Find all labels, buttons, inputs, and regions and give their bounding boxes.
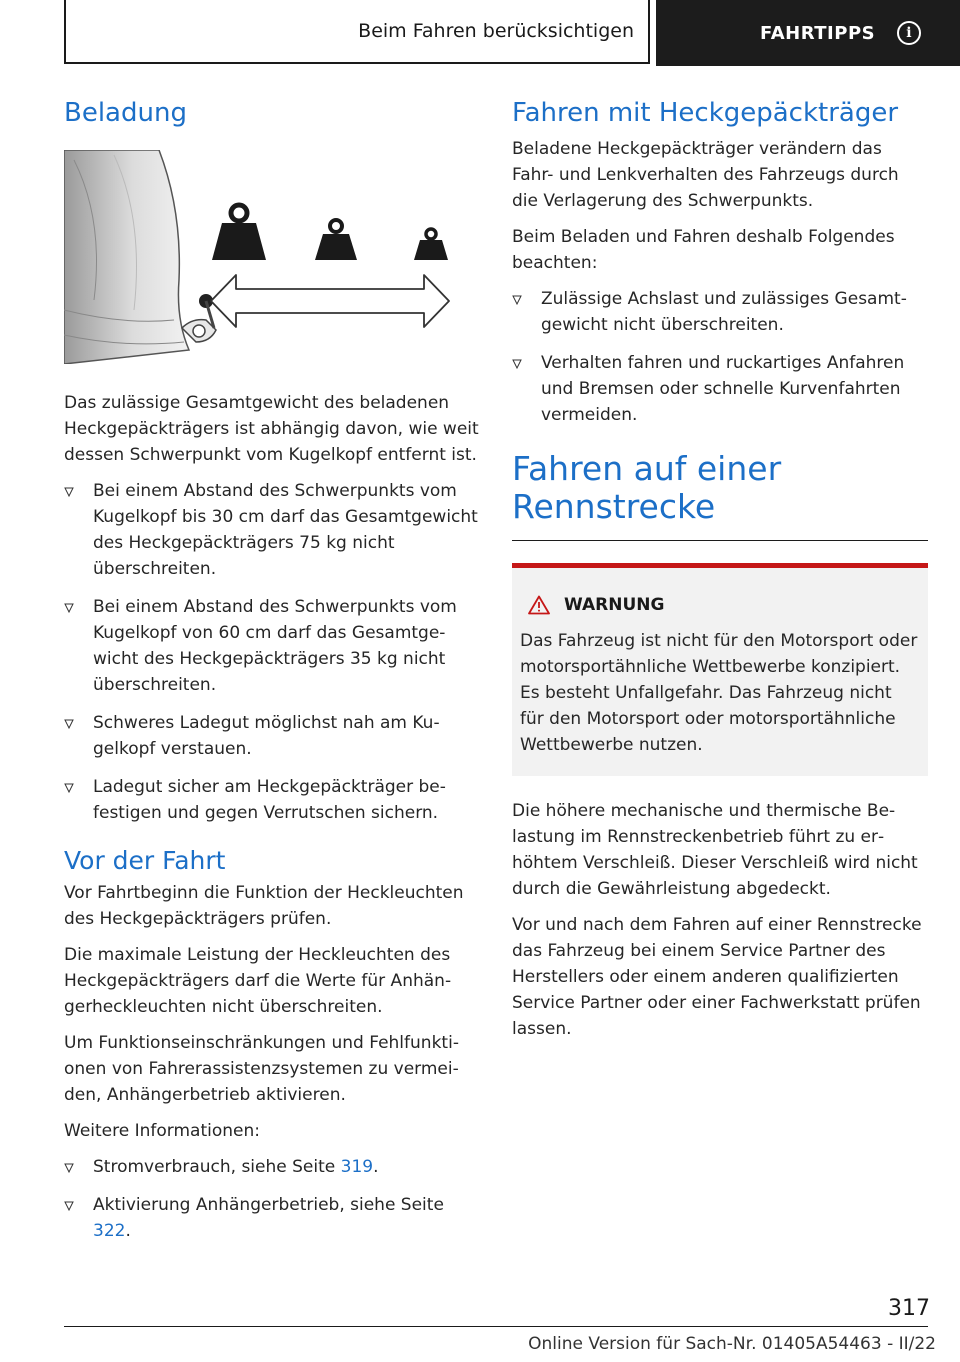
list-item-text: Bei einem Abstand des Schwerpunkts vom Kugelkopf bis 30 cm darf das Gesamtgewicht des Heckgepäckträgers 75 kg nicht überschreiten. [93,481,478,579]
bullet-triangle-icon [512,359,522,369]
reference-list [64,1154,480,1244]
paragraph: Beladene Heckgepäckträger verändern das Fahr- und Lenkverhalten des Fahrzeugs durch die Verlagerung des Schwerpunkts. [512,139,899,211]
list-item-text: Stromverbrauch, siehe Seite [93,1157,341,1177]
page-link-319[interactable]: 319 [340,1157,374,1177]
paragraph: Beim Beladen und Fahren deshalb Folgendes beachten: [512,227,895,273]
bullet-triangle-icon [64,719,74,729]
beladung-intro: Das zulässige Gesamtgewicht des beladenen Heckgepäckträgers ist abhängig davon, wie weit dessen Schwerpunkt vom Kugelkopf entfernt ist. [64,393,479,465]
heckgepaecktraeger-bullet-list [512,286,928,428]
paragraph: Die höhere mechanische und thermische Belastung im Rennstreckenbetrieb führt zu erhöhtem Verschleiß. Dieser Verschleiß wird nicht durch die Gewährleistung abgedeckt. [512,801,918,899]
footer-divider [64,1326,928,1327]
bullet-triangle-icon [64,487,74,497]
section-title-vor-der-fahrt: Vor der Fahrt [64,846,226,875]
paragraph: Weitere Informationen: [64,1121,260,1141]
page-number: 317 [888,1296,930,1321]
beladung-bullet-list [64,478,480,826]
bullet-triangle-icon [64,603,74,613]
list-item [64,478,480,582]
paragraph: Die maximale Leistung der Heckleuchten des Heckgepäckträgers darf die Werte für Anhängerheckleuchten nicht überschreiten. [64,945,452,1017]
list-item-text: Schweres Ladegut möglichst nah am Kugelkopf verstauen. [93,713,440,759]
bullet-triangle-icon [64,1201,74,1211]
header-section-title: Beim Fahren berücksichtigen [358,20,634,42]
list-item [64,1192,480,1244]
right-column [512,96,928,1052]
header-chapter-tab [656,0,960,66]
list-item-text: Verhalten fahren und ruckartiges Anfahren und Bremsen oder schnelle Kurvenfahrten vermeiden. [541,353,905,425]
section-title-beladung: Beladung [64,98,187,128]
page-link-322[interactable]: 322 [93,1221,126,1241]
list-item [512,286,928,338]
trailer-hitch-weight-distribution-illustration [64,150,456,364]
paragraph: Um Funktionseinschränkungen und Fehlfunktionen von Fahrerassistenzsystemen zu vermeiden, Anhängerbetrieb aktivieren. [64,1033,459,1105]
list-item [64,710,480,762]
bullet-triangle-icon [512,295,522,305]
section-title-heckgepaecktraeger: Fahren mit Heckgepäckträger [512,98,899,128]
info-icon: i [897,21,921,45]
list-item-suffix: . [125,1221,131,1241]
chapter-title-line: Fahren auf einer [512,449,782,488]
list-item [64,1154,480,1180]
list-item [64,774,480,826]
list-item-suffix: . [373,1157,379,1177]
warning-box [512,563,928,776]
paragraph: Vor und nach dem Fahren auf einer Rennstrecke das Fahrzeug bei einem Service Partner des Herstellers oder einem anderen qualifizierten Service Partner oder einer Fachwerkstatt prüfen lassen. [512,915,922,1039]
left-column [64,96,480,1256]
list-item-text: Zulässige Achslast und zulässiges Gesamtgewicht nicht überschreiten. [541,289,907,335]
list-item [64,594,480,698]
warning-triangle-icon [528,595,550,615]
list-item-text: Bei einem Abstand des Schwerpunkts vom Kugelkopf von 60 cm darf das Gesamtgewicht des Heckgepäckträgers 35 kg nicht überschreiten. [93,597,457,695]
paragraph: Vor Fahrtbeginn die Funktion der Heckleuchten des Heckgepäckträgers prüfen. [64,883,464,929]
list-item-text: Aktivierung Anhängerbetrieb, siehe Seite [93,1195,444,1215]
warning-header [520,592,920,618]
chapter-title-rennstrecke [512,450,928,526]
chapter-title-line: Rennstrecke [512,487,716,526]
section-divider [512,540,928,541]
list-item [512,350,928,428]
bullet-triangle-icon [64,783,74,793]
bullet-triangle-icon [64,1163,74,1173]
header-section-tab [64,0,650,64]
list-item-text: Ladegut sicher am Heckgepäckträger befestigen und gegen Verrutschen sichern. [93,777,446,823]
footer-version-text: Online Version für Sach-Nr. 01405A54463 - II/22 [528,1334,936,1354]
warning-title: WARNUNG [564,595,665,615]
header-chapter-title: FAHRTIPPS [760,22,876,44]
warning-text: Das Fahrzeug ist nicht für den Motorsport oder motorsportähnliche Wettbewerbe konzipiert. Es besteht Unfallgefahr. Das Fahrzeug nicht für den Motorsport oder motorsportähnliche Wettbewerbe nutzen. [520,631,918,755]
